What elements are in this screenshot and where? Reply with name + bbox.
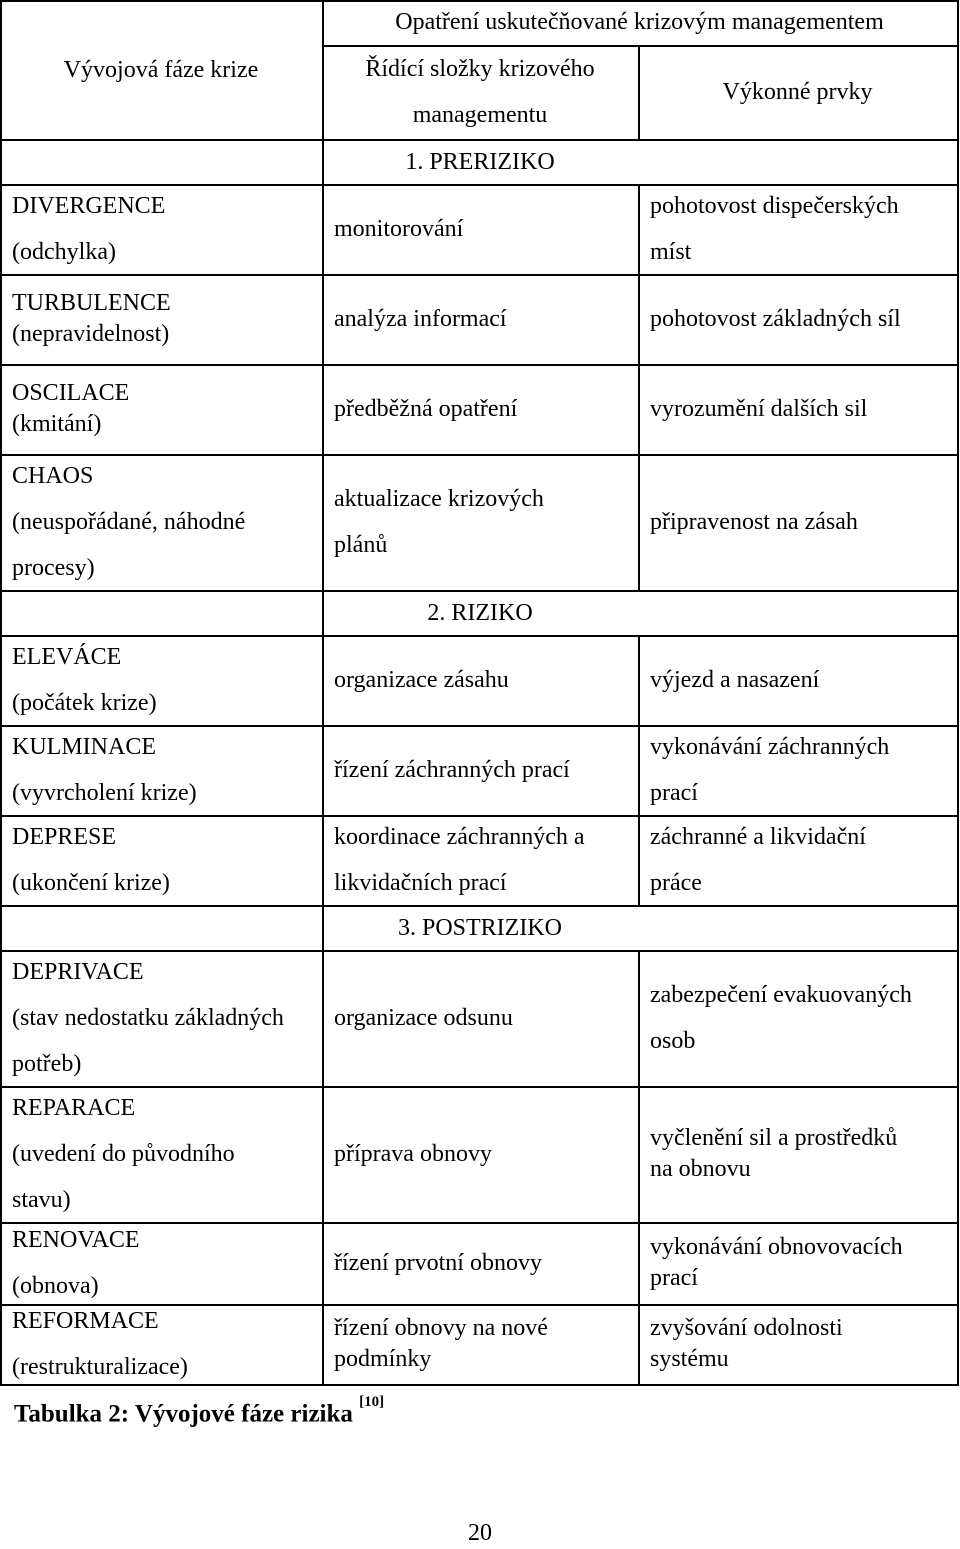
control-cell <box>322 1222 638 1304</box>
phase-cell-line: (neuspořádané, náhodné <box>12 509 246 535</box>
control-cell <box>322 454 638 590</box>
header-executive-text: Výkonné prvky <box>722 79 873 105</box>
table-border-left <box>0 0 2 1386</box>
control-cell-line: řízení záchranných prací <box>334 757 570 783</box>
executive-cell <box>638 184 957 274</box>
executive-cell-line: systému <box>650 1346 729 1372</box>
header-divider <box>322 45 959 47</box>
phase-cell-line: (stav nedostatku základných <box>12 1005 284 1031</box>
caption-text: Tabulka 2: Vývojové fáze rizika <box>14 1400 360 1428</box>
executive-cell-line: výjezd a nasazení <box>650 667 820 693</box>
phase-cell-line: (obnova) <box>12 1273 99 1299</box>
control-cell-line: organizace zásahu <box>334 667 509 693</box>
phase-cell-line: DIVERGENCE <box>12 193 166 219</box>
executive-cell <box>638 815 957 905</box>
col-divider-2 <box>638 950 640 1386</box>
executive-cell-line: pohotovost základných síl <box>650 306 901 332</box>
executive-cell <box>638 635 957 725</box>
phase-cell <box>0 815 322 905</box>
control-cell-line: aktualizace krizových <box>334 486 544 512</box>
executive-cell-line: vyčlenění sil a prostředků <box>650 1125 898 1151</box>
table-border-right <box>957 0 959 1386</box>
phase-cell <box>0 1304 322 1384</box>
section-title-2-text: 2. RIZIKO <box>427 599 533 626</box>
control-cell-line: likvidačních prací <box>334 870 507 896</box>
phase-cell-line: (počátek krize) <box>12 690 157 716</box>
phase-cell-line: (ukončení krize) <box>12 870 170 896</box>
caption-reference: [10] <box>359 1394 385 1410</box>
phase-cell-line: (vyvrcholení krize) <box>12 780 197 806</box>
table-border-top <box>0 0 959 2</box>
executive-cell-line: pohotovost dispečerských <box>650 193 899 219</box>
executive-cell <box>638 1222 957 1304</box>
section-title-2 <box>322 590 638 635</box>
control-cell <box>322 364 638 454</box>
page-number: 20 <box>468 1520 492 1546</box>
section-title-3-text: 3. POSTRIZIKO <box>397 914 562 941</box>
header-phase-text: Vývojová fáze krize <box>63 56 259 83</box>
header-control-line: managementu <box>412 102 548 128</box>
phase-cell-line: REFORMACE <box>12 1308 159 1334</box>
phase-cell-line: DEPRESE <box>12 824 117 850</box>
control-cell <box>322 815 638 905</box>
phase-cell <box>0 364 322 454</box>
phase-cell-line: potřeb) <box>12 1051 82 1077</box>
control-cell <box>322 184 638 274</box>
phase-cell-line: CHAOS <box>12 463 94 489</box>
phase-cell-line: stavu) <box>12 1187 71 1213</box>
control-cell <box>322 1086 638 1222</box>
executive-cell-line: prací <box>650 1265 698 1291</box>
control-cell-line: řízení prvotní obnovy <box>334 1249 542 1276</box>
phase-cell-line: (nepravidelnost) <box>12 321 170 347</box>
executive-cell <box>638 950 957 1086</box>
control-cell <box>322 274 638 364</box>
col-divider-2 <box>638 184 640 592</box>
control-cell-line: podmínky <box>334 1346 432 1372</box>
executive-cell-line: zabezpečení evakuovaných <box>650 982 912 1008</box>
section-title-3 <box>322 905 638 950</box>
executive-cell-line: vyrozumění dalších sil <box>650 396 868 422</box>
header-measures <box>322 0 957 45</box>
phase-cell-line: (odchylka) <box>12 239 116 265</box>
header-phase <box>0 0 322 139</box>
executive-cell-line: práce <box>650 870 702 896</box>
control-cell <box>322 725 638 815</box>
executive-cell-line: vykonávání záchranných <box>650 734 890 760</box>
executive-cell-line: záchranné a likvidační <box>650 824 866 850</box>
phase-cell-line: (kmitání) <box>12 411 102 437</box>
control-cell-line: analýza informací <box>334 306 507 332</box>
executive-cell-line: zvyšování odolnosti <box>650 1315 843 1341</box>
phase-cell <box>0 454 322 590</box>
table-border-bottom <box>0 1384 959 1386</box>
control-cell-line: koordinace záchranných a <box>334 824 585 850</box>
phase-cell-line: RENOVACE <box>12 1227 140 1253</box>
control-cell-line: organizace odsunu <box>334 1005 513 1031</box>
phase-cell <box>0 950 322 1086</box>
control-cell-line: plánů <box>334 532 388 558</box>
header-control-components <box>322 45 638 139</box>
phase-cell-line: ELEVÁCE <box>12 644 122 670</box>
control-cell <box>322 635 638 725</box>
executive-cell <box>638 1304 957 1384</box>
phase-cell <box>0 1222 322 1304</box>
phase-cell <box>0 725 322 815</box>
control-cell-line: předběžná opatření <box>334 396 518 422</box>
phase-cell-line: procesy) <box>12 555 95 581</box>
phase-cell-line: KULMINACE <box>12 734 156 760</box>
executive-cell-line: osob <box>650 1028 696 1054</box>
phase-cell-line: (restrukturalizace) <box>12 1354 188 1380</box>
phase-cell <box>0 184 322 274</box>
phase-cell <box>0 1086 322 1222</box>
executive-cell-line: prací <box>650 780 698 806</box>
header-col-divider <box>638 45 640 139</box>
executive-cell-line: míst <box>650 239 692 265</box>
phase-cell-line: TURBULENCE <box>12 290 171 316</box>
header-measures-text: Opatření uskutečňované krizovým managementem <box>395 9 884 35</box>
section-title-1-text: 1. PRERIZIKO <box>405 148 555 175</box>
executive-cell-line: na obnovu <box>650 1156 751 1182</box>
control-cell-line: řízení obnovy na nové <box>334 1315 548 1341</box>
executive-cell <box>638 1086 957 1222</box>
executive-cell-line: vykonávání obnovovacích <box>650 1234 903 1260</box>
phase-cell-line: OSCILACE <box>12 380 130 406</box>
phase-cell-line: REPARACE <box>12 1095 136 1121</box>
executive-cell <box>638 364 957 454</box>
executive-cell <box>638 454 957 590</box>
table-caption <box>14 1394 385 1428</box>
phase-cell-line: (uvedení do původního <box>12 1141 235 1167</box>
phase-cell-line: DEPRIVACE <box>12 959 144 985</box>
control-cell-line: monitorování <box>334 216 464 242</box>
col-divider-1 <box>322 0 324 1386</box>
control-cell-line: příprava obnovy <box>334 1140 492 1167</box>
col-divider-2 <box>638 635 640 907</box>
section-title-1 <box>322 139 638 184</box>
phase-cell <box>0 635 322 725</box>
executive-cell <box>638 274 957 364</box>
phase-cell <box>0 274 322 364</box>
header-executive <box>638 45 957 139</box>
header-control-line: Řídící složky krizového <box>365 56 595 82</box>
control-cell <box>322 1304 638 1384</box>
control-cell <box>322 950 638 1086</box>
executive-cell <box>638 725 957 815</box>
executive-cell-line: připravenost na zásah <box>650 509 858 535</box>
